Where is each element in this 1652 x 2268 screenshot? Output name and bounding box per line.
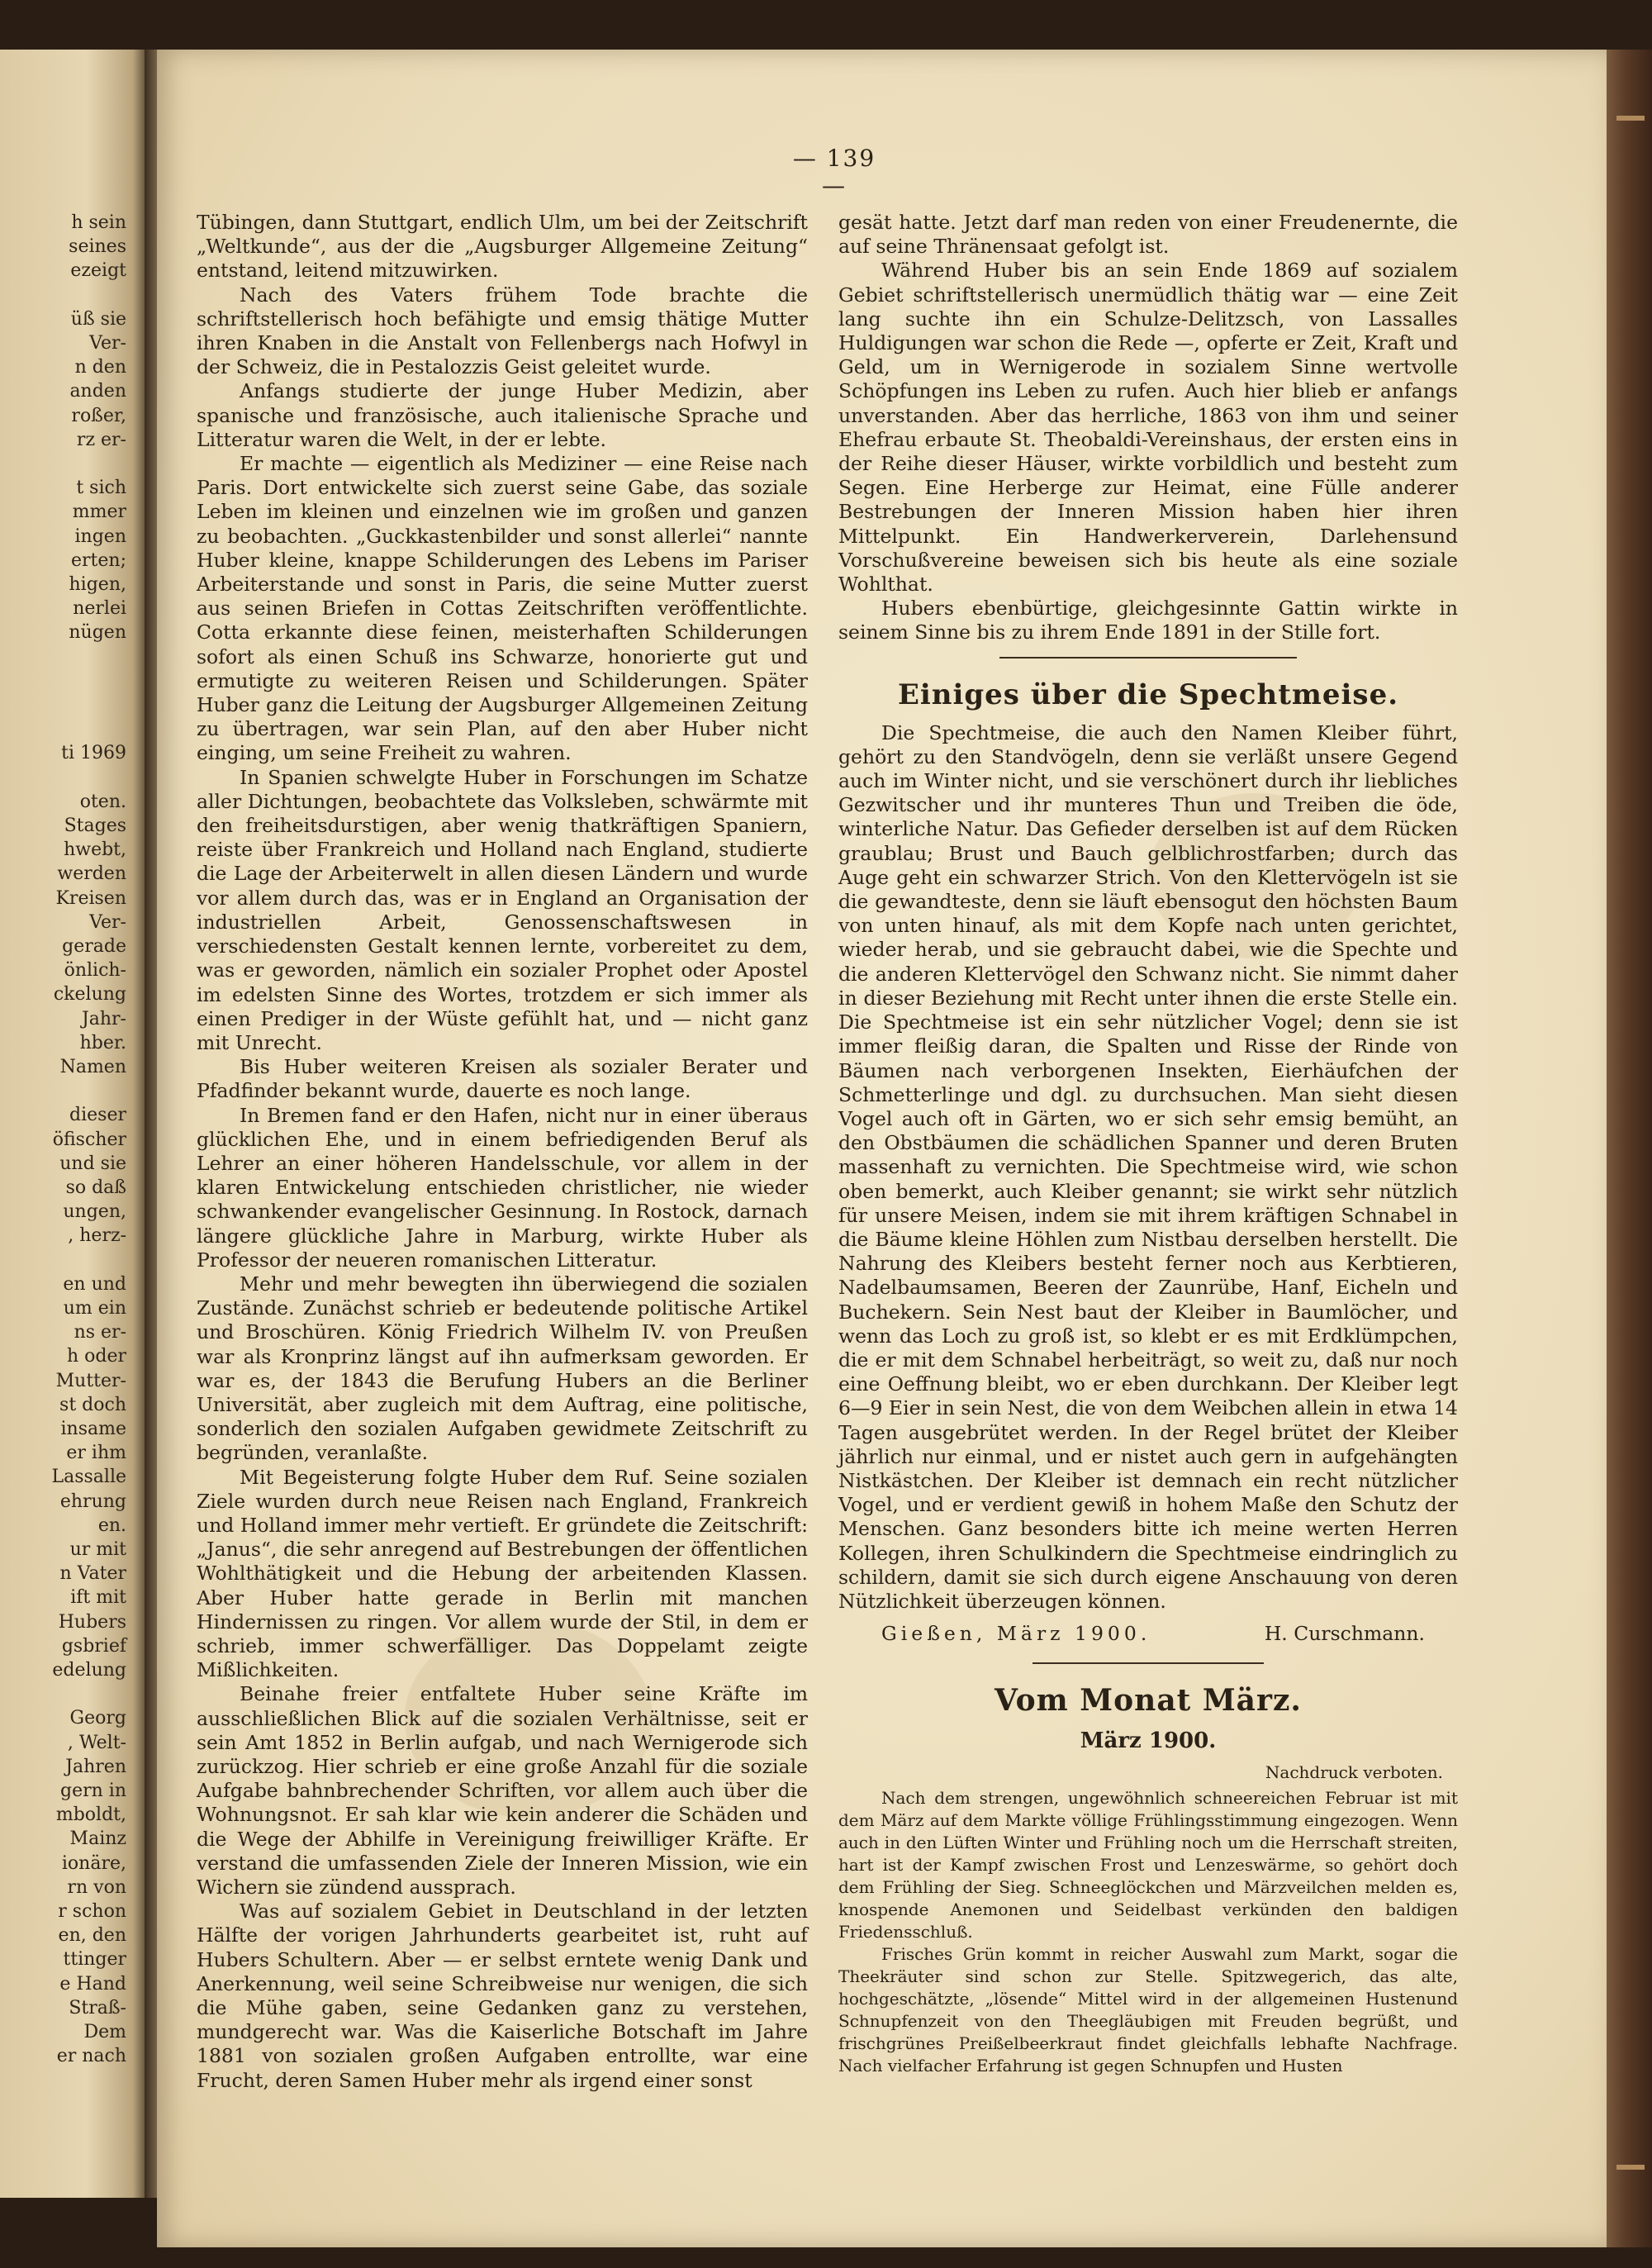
paragraph: Nach dem strengen, ungewöhnlich schneereichen Februar ist mit dem März auf dem Markte völlige Frühlingsstimmung eingezogen. Wenn auch in den Lüften Winter und Frühling noch um die Herrschaft streiten, hart ist der Kampf zwischen Frost und Lenzeswärme, so gehört doch dem Frühling der Sieg. Schneeglöckchen und Märzveilchen melden es, knospende Anemonen und Seidelbast verkünden den baldigen Friedensschluß. <box>838 1788 1458 1942</box>
maerz-article-body <box>838 1787 1458 2077</box>
left-page-line: nerlei <box>73 598 126 620</box>
paragraph: gesät hatte. Jetzt darf man reden von einer Freudenernte, die auf seine Thränensaat gefolgt ist. <box>838 211 1458 259</box>
spechtmeise-article-body <box>838 721 1458 1614</box>
section-divider <box>999 657 1297 659</box>
left-page-line: anden <box>69 381 126 402</box>
left-page-line: Lassalle <box>51 1467 126 1488</box>
left-page-line: higen, <box>69 574 126 595</box>
left-page-fragment <box>0 50 145 2198</box>
paragraph: In Spanien schwelgte Huber in Forschungen im Schatze aller Dichtungen, beobachtete das Volksleben, schwärmte mit den freiheitsdurstigen, aber wenig thatkräftigen Spaniern, reiste über Frankreich und Holland nach England, studierte die Lage der Arbeiterwelt in allen diesen Ländern und wurde vor allem durch das, was er in England an Organisation der industriellen Arbeit, Genossenschaftswesen in verschiedensten Gestalt kennen lernte, vorbereitet zu dem, was er geworden, nämlich ein sozialer Prophet oder Apostel im edelsten Sinne des Wortes, trotzdem er sich immer als einen Prediger in der Wüste gefühlt hat, und — nicht ganz mit Unrecht. <box>197 765 808 1054</box>
paragraph: Hubers ebenbürtige, gleichgesinnte Gattin wirkte in seinem Sinne bis zu ihrem Ende 1891 in der Stille fort. <box>838 597 1458 644</box>
paragraph: Frisches Grün kommt in reicher Auswahl zum Markt, sogar die Theekräuter sind schon zur Stelle. Spitzwegerich, das alte, hochgeschätzte, „lösende“ Mittel wird in der allgemeinen Hustenund Schnupfenzeit von den Theegläubigen mit Freuden begrüßt, und frischgrünes Preißelbeerkraut findet gleichfalls lebhafte Nachfrage. Nach vielfacher Erfahrung ist gegen Schnupfen und Husten <box>838 1944 1458 2076</box>
paragraph: Mit Begeisterung folgte Huber dem Ruf. Seine sozialen Ziele wurden durch neue Reisen nach England, Frankreich und Holland immer mehr vertieft. Er gründete die Zeitschrift: „Janus“, die sehr anregend auf Bestrebungen der öffentlichen Wohlthätigkeit und die Hebung der arbeitenden Klassen. Aber Huber hatte gerade in Berlin mit manchen Hindernissen zu ringen. Vor allem wurde der Stil, in dem er schrieb, immer schwerfälliger. Das Doppelamt zeigte Mißlichkeiten. <box>197 1465 808 1682</box>
left-page-line: rn von <box>67 1876 126 1898</box>
left-page-line: er ihm <box>66 1443 126 1464</box>
paragraph: Anfangs studierte der junge Huber Medizin, aber spanische und französische, auch italienische Sprache und Litteratur waren die Welt, in der er lebte. <box>197 379 808 451</box>
left-page-line: öfischer <box>52 1129 126 1150</box>
left-page-line: ns er- <box>74 1322 126 1343</box>
left-page-line: nügen <box>69 622 126 644</box>
section-divider <box>1032 1662 1264 1664</box>
left-page-line: ezeigt <box>70 260 126 282</box>
author-name: H. Curschmann. <box>1264 1622 1425 1646</box>
left-page-line: ur mit <box>69 1539 126 1560</box>
left-page-line: Ver- <box>89 333 126 354</box>
paragraph: Beinahe freier entfaltete Huber seine Kräfte im ausschließlichen Blick auf die sozialen Verhältnisse, seit er sein Amt 1852 in Berlin aufgab, und nach Wernigerode sich zurückzog. Hier schrieb er eine große Anzahl für die soziale Aufgabe bahnbrechender Schriften, vor allem auch über die Wohnungsnot. Er sah klar wie kein anderer die Schäden und die Wege der Abhilfe in Vereinigung freiwilliger Kräfte. Er verstand die umfassenden Ziele der Inneren Mission, wie ein Wichern sie zündend aussprach. <box>197 1682 808 1900</box>
left-page-line: Georg <box>69 1708 126 1729</box>
paragraph: Bis Huber weiteren Kreisen als sozialer Berater und Pfadfinder bekannt wurde, dauerte es noch lange. <box>197 1055 808 1103</box>
article-subtitle: März 1900. <box>1080 1728 1217 1754</box>
paragraph: Was auf sozialem Gebiet in Deutschland in der letzten Hälfte der vorigen Jahrhunderts gearbeitet ist, ruht auf Hubers Schultern. Aber — er selbst erntete wenig Dank und Anerkennung, weil seine Schreibweise nur wenigen, die sich die Mühe gaben, seine Gedanken ganz zu verstehen, mundgerecht war. Was die Kaiserliche Botschaft im Jahre 1881 von sozialen großen Aufgaben entrollte, war eine Frucht, deren Samen Huber mehr als irgend einer sonst <box>197 1900 808 2092</box>
left-page-line: er nach <box>56 2046 126 2067</box>
left-page-line: t sich <box>76 478 126 499</box>
reprint-notice: Nachdruck verboten. <box>1265 1762 1443 1783</box>
page-number: — 139 — <box>792 145 876 199</box>
left-page-line: roßer, <box>71 405 126 426</box>
left-page-line: dieser <box>69 1105 126 1126</box>
paragraph: Mehr und mehr bewegten ihn überwiegend die sozialen Zustände. Zunächst schrieb er bedeutende politische Artikel und Broschüren. König Friedrich Wilhelm IV. von Preußen war als Kronprinz längst auf ihn aufmerksam geworden. Er war es, der 1843 die Berufung Hubers an die Berliner Universität, aber zugleich mit dem Auftrag, eine politische, sonderlich den sozialen Aufgaben gewidmete Zeitschrift zu begründen, veranlaßte. <box>197 1272 808 1465</box>
left-page-line: edelung <box>52 1660 126 1681</box>
left-page-line: Hubers <box>58 1611 126 1633</box>
left-page-line: Jahr- <box>81 1008 126 1029</box>
left-page-line: Mutter- <box>55 1370 126 1391</box>
left-page-line: ti 1969 <box>61 743 126 764</box>
left-page-line: Namen <box>59 1057 126 1077</box>
left-page-line: , Welt- <box>67 1732 126 1753</box>
right-column <box>838 211 1458 2077</box>
left-page-line: um ein <box>63 1298 126 1319</box>
article-signature <box>838 1622 1458 1646</box>
left-page-line: Kreisen <box>55 887 126 909</box>
left-page-line: gsbrief <box>61 1635 126 1657</box>
left-page-line: önlich- <box>64 960 126 982</box>
left-page-line: e Hand <box>59 1973 126 1995</box>
left-page-line: en und <box>63 1273 126 1295</box>
paragraph: Tübingen, dann Stuttgart, endlich Ulm, um bei der Zeitschrift „Weltkunde“, aus der die „Augsburger Allgemeine Zeitung“ entstand, leitend mitzuwirken. <box>197 211 808 283</box>
left-page-line: r schon <box>58 1901 126 1922</box>
article-title-maerz: Vom Monat März. <box>995 1683 1302 1719</box>
book-spine <box>1607 50 1652 2247</box>
left-page-line: ckelung <box>53 984 126 1006</box>
left-page-line: ttinger <box>63 1949 126 1971</box>
article-title-spechtmeise: Einiges über die Spechtmeise. <box>897 678 1399 711</box>
left-page-line: gerade <box>62 936 126 957</box>
left-page-line: seines <box>69 236 126 258</box>
paragraph: Die Spechtmeise, die auch den Namen Kleiber führt, gehört zu den Standvögeln, denn sie verläßt unsere Gegend auch im Winter nicht, und sie verschönert durch ihr liebliches Gezwitscher und ihr munteres Thun und Treiben die öde, winterliche Natur. Das Gefieder derselben ist auf dem Rücken graublau; Brust und Bauch gelblichrostfarben; durch das Auge geht ein schwarzer Strich. Von den Klettervögeln ist sie die gewandteste, denn sie läuft ebensogut den höchsten Baum von unten hinauf, als mit dem Kopfe nach unten gerichtet, wieder herab, und sie gebraucht dabei, wie die Spechte und die anderen Klettervögel den Schwanz nicht. Sie nimmt daher in dieser Beziehung mit Recht unter ihnen die erste Stelle ein. Die Spechtmeise ist ein sehr nützlicher Vogel; denn sie ist immer fleißig daran, die Spalten und Risse der Rinde von Bäumen nach verborgenen Insekten, Eierhäufchen der Schmetterlinge und dgl. zu durchsuchen. Man sieht diesen Vogel auch oft in Gärten, wo er sich sehr emsig bemüht, an den Obstbäumen die schädlichen Spanner und deren Bruten massenhaft zu vernichten. Die Spechtmeise wird, wie schon oben bemerkt, auch Kleiber genannt; sie wirkt sehr nützlich für unsere Meisen, indem sie mit ihrem kräftigen Schnabel in die Bäume kleine Höhlen zum Nistbau derselben herstellt. Die Nahrung des Kleibers besteht ferner noch aus Kerbtieren, Nadelbaumsamen, Beeren der Zaunrübe, Hanf, Eicheln und Buchekern. Sein Nest baut der Kleiber in Baumlöcher, und wenn das Loch zu groß ist, so klebt er es mit Erdklümpchen, die er mit dem Schnabel herbeiträgt, so weit zu, daß nur noch eine Oeffnung bleibt, wo er eben durchkann. Der Kleiber legt 6—9 Eier in sein Nest, die von dem Weibchen allein in etwa 14 Tagen ausgebrütet werden. In der Regel brütet der Kleiber jährlich nur einmal, und er nistet auch gern in aufgehängten Nistkästchen. Der Kleiber ist demnach ein recht nützlicher Vogel, und er verdient gewiß in hohem Maße den Schutz der Menschen. Ganz besonders bitte ich meine werten Herren Kollegen, ihren Schulkindern die Spechtmeise eindringlich zu schildern, damit sie sich durch eigene Anschauung von deren Nützlichkeit überzeugen können. <box>838 720 1458 1613</box>
left-page-line: st doch <box>59 1394 126 1415</box>
left-page-line: rz er- <box>76 429 126 450</box>
left-page-line: Straß- <box>69 1997 126 2018</box>
left-page-line: Jahren <box>65 1756 126 1777</box>
left-page-line: insame <box>60 1419 126 1439</box>
left-page-line: , herz- <box>68 1225 126 1247</box>
left-page-line: hwebt, <box>64 839 126 861</box>
left-page-line: und sie <box>59 1153 126 1174</box>
left-page-line: mboldt, <box>55 1804 126 1826</box>
left-page-line: so daß <box>65 1177 126 1198</box>
left-page-line: werden <box>57 863 126 885</box>
left-page-line: oten. <box>79 791 126 812</box>
left-page-line: ehrung <box>59 1491 126 1512</box>
left-column <box>197 211 808 2093</box>
left-page-line: ift mit <box>70 1587 126 1609</box>
left-page-line: ionäre, <box>61 1852 126 1874</box>
left-page-line: h sein <box>71 212 126 233</box>
paragraph: Nach des Vaters frühem Tode brachte die schriftstellerisch hoch befähigte und emsig thätige Mutter ihren Knaben in die Anstalt von Fellenbergs nach Hofwyl in der Schweiz, die in Pestalozzis Geist geleitet wurde. <box>197 283 808 379</box>
paragraph: Während Huber bis an sein Ende 1869 auf sozialem Gebiet schriftstellerisch unermüdlich thätig war — eine Zeit lang suchte ihn ein Schulze-Delitzsch, von Lassalles Huldigungen war schon die Rede —, opferte er Zeit, Kraft und Geld, um in Wernigerode in sozialem Sinne wertvolle Schöpfungen ins Leben zu rufen. Auch hier blieb er anfangs unverstanden. Aber das herrliche, 1863 von ihm und seiner Ehefrau erbaute St. Theobaldi-Vereinshaus, der ersten eins in der Reihe dieser Häuser, wirkte vorbildlich und besteht zum Segen. Eine Herberge zur Heimat, eine Fülle anderer Bestrebungen der Inneren Mission haben hier ihren Mittelpunkt. Ein Handwerkerverein, Darlehensund Vorschußvereine beweisen sich bis heute als eine soziale Wohlthat. <box>838 259 1458 597</box>
left-page-line: üß sie <box>70 308 126 330</box>
left-page-line: Dem <box>83 2022 126 2042</box>
huber-article-continuation <box>838 211 1458 645</box>
left-page-line: hber. <box>79 1032 126 1053</box>
paragraph: In Bremen fand er den Hafen, nicht nur in einer überaus glücklichen Ehe, und in einem befriedigenden Beruf als Lehrer an einer höheren Handelsschule, vor allem in der klaren Entwickelung entschieden christlicher, nie wieder schwankender evangelischer Gesinnung. In Rostock, darnach längere glückliche Jahre in Marburg, wirkte Huber als Professor der neueren romanischen Litteratur. <box>197 1103 808 1272</box>
left-page-line: Ver- <box>89 911 126 933</box>
left-page-line: n den <box>74 357 126 378</box>
left-page-line: mmer <box>72 502 126 523</box>
left-page-line: Mainz <box>69 1828 126 1850</box>
left-page-line: Stages <box>64 815 126 836</box>
place-date: Gießen, März 1900. <box>881 1622 1151 1646</box>
left-page-line: h oder <box>66 1346 126 1367</box>
left-page-line: erten; <box>71 549 126 571</box>
left-page-line: gern in <box>60 1781 126 1801</box>
left-page-line: ingen <box>74 525 126 547</box>
left-page-line: en. <box>97 1514 126 1536</box>
left-page-line: n Vater <box>59 1563 126 1585</box>
left-page-line: en, den <box>58 1925 126 1947</box>
paragraph: Er machte — eigentlich als Mediziner — eine Reise nach Paris. Dort entwickelte sich zuerst seine Gabe, das soziale Leben im kleinen und einzelnen wie im großen und ganzen zu beobachten. „Guckkastenbilder und sonst allerlei“ nannte Huber kleine, knappe Schilderungen des Lebens im Pariser Arbeiterstande und sonst in Paris, die seine Mutter zuerst aus seinen Briefen in Cottas Zeitschriften veröffentlichte. Cotta erkannte diese feinen, meisterhaften Schilderungen sofort als einen Schuß ins Schwarze, honorierte gut und ermutigte zu weiteren Reisen und Schilderungen. Später Huber ganz die Leitung der Augsburger Allgemeinen Zeitung zu übertragen, war sein Plan, auf den aber Huber nicht einging, um seine Freiheit zu wahren. <box>197 452 808 765</box>
left-page-line: ungen, <box>63 1201 126 1223</box>
